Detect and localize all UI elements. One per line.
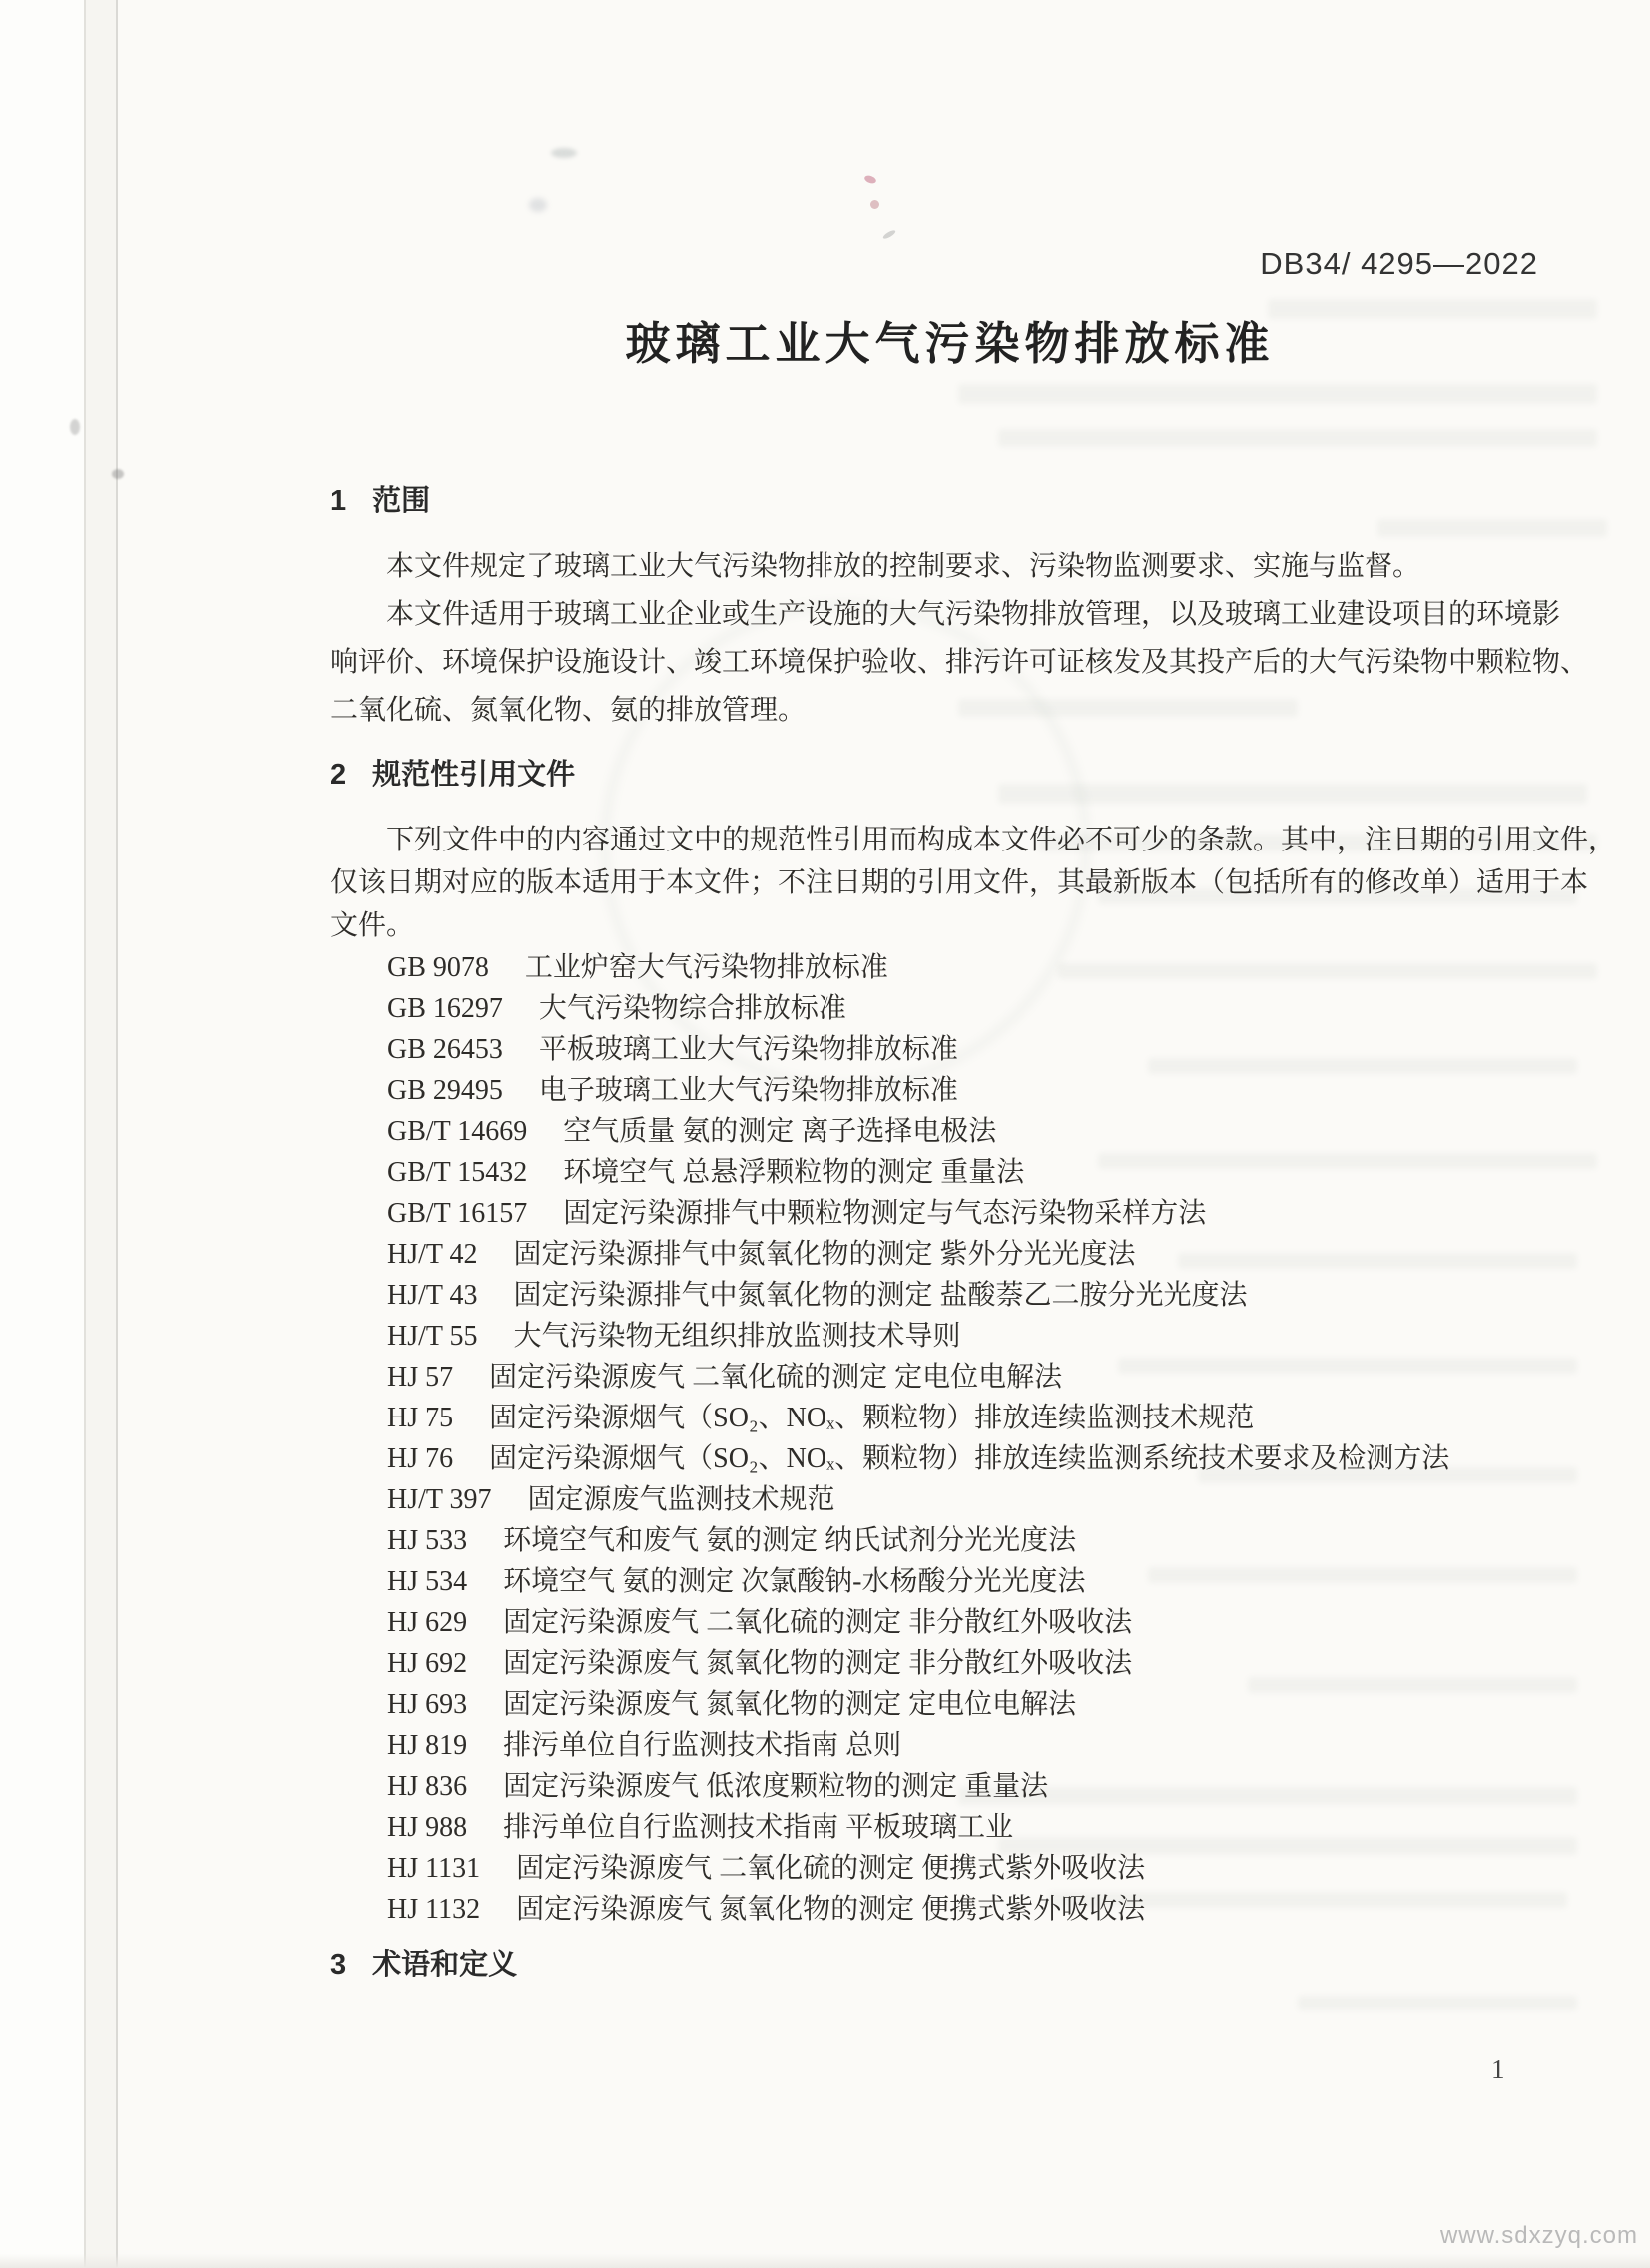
scan-smudge [112,469,124,479]
reference-title: 排污单位自行监测技术指南 总则 [503,1730,902,1761]
reference-item [330,1643,1571,1684]
reference-list [330,947,1571,1930]
reference-code: HJ 692 [387,1648,468,1679]
reference-code: HJ/T 42 [387,1239,478,1270]
scan-smudge [70,419,80,435]
page-number: 1 [1491,2054,1505,2084]
reference-item [330,1193,1571,1234]
reference-title: 大气污染物无组织排放监测技术导则 [513,1321,961,1352]
reference-title: 环境空气 总悬浮颗粒物的测定 重量法 [563,1157,1025,1188]
document-title: 玻璃工业大气污染物排放标准 [625,318,1275,369]
scope-paragraph-line: 本文件规定了玻璃工业大气污染物排放的控制要求、污染物监测要求、实施与监督。 [330,551,1421,582]
reference-item [330,1520,1571,1561]
reference-title: 工业炉窑大气污染物排放标准 [524,952,888,983]
normative-references-intro [330,819,1617,947]
reference-code: HJ 629 [387,1607,468,1638]
reference-code: HJ 1131 [387,1853,481,1884]
standard-code: DB34/ 4295—2022 [1260,246,1538,281]
section-3-title: 术语和定义 [372,1949,518,1981]
reference-code: GB 29495 [387,1075,503,1106]
reference-title: 固定污染源废气 氮氧化物的测定 非分散红外吸收法 [503,1648,1133,1679]
reference-item [330,1479,1571,1520]
reference-title: 环境空气 氨的测定 次氯酸钠-水杨酸分光光度法 [503,1566,1086,1597]
reference-item [330,1398,1571,1438]
reference-code: HJ/T 55 [387,1321,478,1352]
reference-item [330,947,1571,988]
reference-code: HJ 819 [387,1730,468,1761]
reference-code: HJ 76 [387,1443,454,1474]
scan-smudge [529,198,547,212]
reference-item [330,1889,1571,1930]
reference-item [330,1438,1571,1479]
reference-item [330,1275,1571,1316]
reference-item [330,1848,1571,1889]
reference-code: HJ 57 [387,1362,454,1393]
reference-item [330,1070,1571,1111]
scope-paragraph-line: 响评价、环境保护设施设计、竣工环境保护验收、排污许可证核发及其投产后的大气污染物中颗粒物、 [330,647,1589,678]
reference-item [330,1357,1571,1398]
reference-code: GB/T 15432 [387,1157,528,1188]
bleed-through-text-ghost [998,429,1597,447]
reference-title: 固定污染源排气中氮氧化物的测定 紫外分光光度法 [513,1239,1136,1270]
reference-item [330,1561,1571,1602]
reference-code: HJ 693 [387,1689,468,1720]
reference-code: GB 26453 [387,1034,503,1065]
scope-paragraph-line: 本文件适用于玻璃工业企业或生产设施的大气污染物排放管理，以及玻璃工业建设项目的环境影 [330,599,1561,630]
bleed-through-text-ghost [1298,1996,1577,2010]
bleed-through-text-ghost [958,384,1597,404]
reference-title: 固定污染源废气 二氧化硫的测定 定电位电解法 [489,1362,1063,1393]
section-3-number: 3 [330,1949,347,1981]
references-intro-line: 下列文件中的内容通过文中的规范性引用而构成本文件必不可少的条款。其中，注日期的引用文件， [330,825,1617,855]
reference-title: 固定污染源烟气（SO₂、NOₓ、颗粒物）排放连续监测系统技术要求及检测方法 [489,1443,1450,1474]
reference-item [330,1029,1571,1070]
document-body [330,481,1617,1984]
reference-title: 固定污染源排气中氮氧化物的测定 盐酸萘乙二胺分光光度法 [513,1280,1248,1311]
scan-bottom-shade [0,2254,1650,2268]
reference-title: 平板玻璃工业大气污染物排放标准 [538,1034,958,1065]
reference-title: 固定污染源烟气（SO₂、NOₓ、颗粒物）排放连续监测技术规范 [489,1403,1255,1433]
scan-crease-line [116,0,118,2268]
scan-edge-strip [0,0,84,2268]
reference-item [330,1316,1571,1357]
reference-code: HJ/T 397 [387,1484,492,1515]
reference-item [330,1766,1571,1807]
reference-title: 电子玻璃工业大气污染物排放标准 [538,1075,958,1106]
section-3-heading [330,1945,1571,1984]
reference-item [330,1111,1571,1152]
references-intro-line: 仅该日期对应的版本适用于本文件；不注日期的引用文件，其最新版本（包括所有的修改单）适用于本 [330,867,1589,898]
reference-code: GB 16297 [387,993,503,1024]
reference-item [330,1152,1571,1193]
reference-code: HJ 1132 [387,1894,481,1925]
ink-speck [863,174,877,185]
reference-code: HJ 533 [387,1525,468,1556]
reference-code: HJ 988 [387,1812,468,1843]
scope-paragraph [330,543,1589,735]
section-1-title: 范围 [372,485,431,517]
reference-item [330,1807,1571,1848]
references-intro-line: 文件。 [330,910,415,941]
section-2-title: 规范性引用文件 [372,759,576,791]
reference-title: 排污单位自行监测技术指南 平板玻璃工业 [503,1812,1014,1843]
reference-code: HJ 75 [387,1403,454,1433]
reference-item [330,1725,1571,1766]
ink-speck [870,200,879,209]
reference-title: 空气质量 氨的测定 离子选择电极法 [563,1116,997,1147]
reference-code: HJ/T 43 [387,1280,478,1311]
reference-code: HJ 534 [387,1566,468,1597]
reference-item [330,1602,1571,1643]
section-1-number: 1 [330,485,347,517]
reference-title: 大气污染物综合排放标准 [538,993,846,1024]
reference-title: 固定源废气监测技术规范 [527,1484,835,1515]
reference-item [330,1684,1571,1725]
ink-speck [882,229,897,240]
scan-edge-band [86,0,116,2268]
reference-title: 固定污染源废气 二氧化硫的测定 便携式紫外吸收法 [516,1853,1146,1884]
reference-item [330,988,1571,1029]
reference-title: 固定污染源废气 氮氧化物的测定 便携式紫外吸收法 [516,1894,1146,1925]
section-1-heading [330,481,1571,521]
reference-code: HJ 836 [387,1771,468,1802]
reference-item [330,1234,1571,1275]
reference-code: GB/T 14669 [387,1116,528,1147]
scope-paragraph-line: 二氧化硫、氮氧化物、氨的排放管理。 [330,695,807,726]
reference-title: 固定污染源废气 低浓度颗粒物的测定 重量法 [503,1771,1049,1802]
reference-code: GB 9078 [387,952,489,983]
reference-title: 固定污染源废气 二氧化硫的测定 非分散红外吸收法 [503,1607,1133,1638]
reference-code: GB/T 16157 [387,1198,528,1229]
reference-title: 环境空气和废气 氨的测定 纳氏试剂分光光度法 [503,1525,1077,1556]
watermark: www.sdxzyq.com [1439,2222,1638,2249]
scan-crease-line [84,0,86,2268]
reference-title: 固定污染源废气 氮氧化物的测定 定电位电解法 [503,1689,1077,1720]
section-2-heading [330,755,1571,795]
scan-smudge [551,148,577,158]
section-2-number: 2 [330,759,347,791]
reference-title: 固定污染源排气中颗粒物测定与气态污染物采样方法 [563,1198,1207,1229]
